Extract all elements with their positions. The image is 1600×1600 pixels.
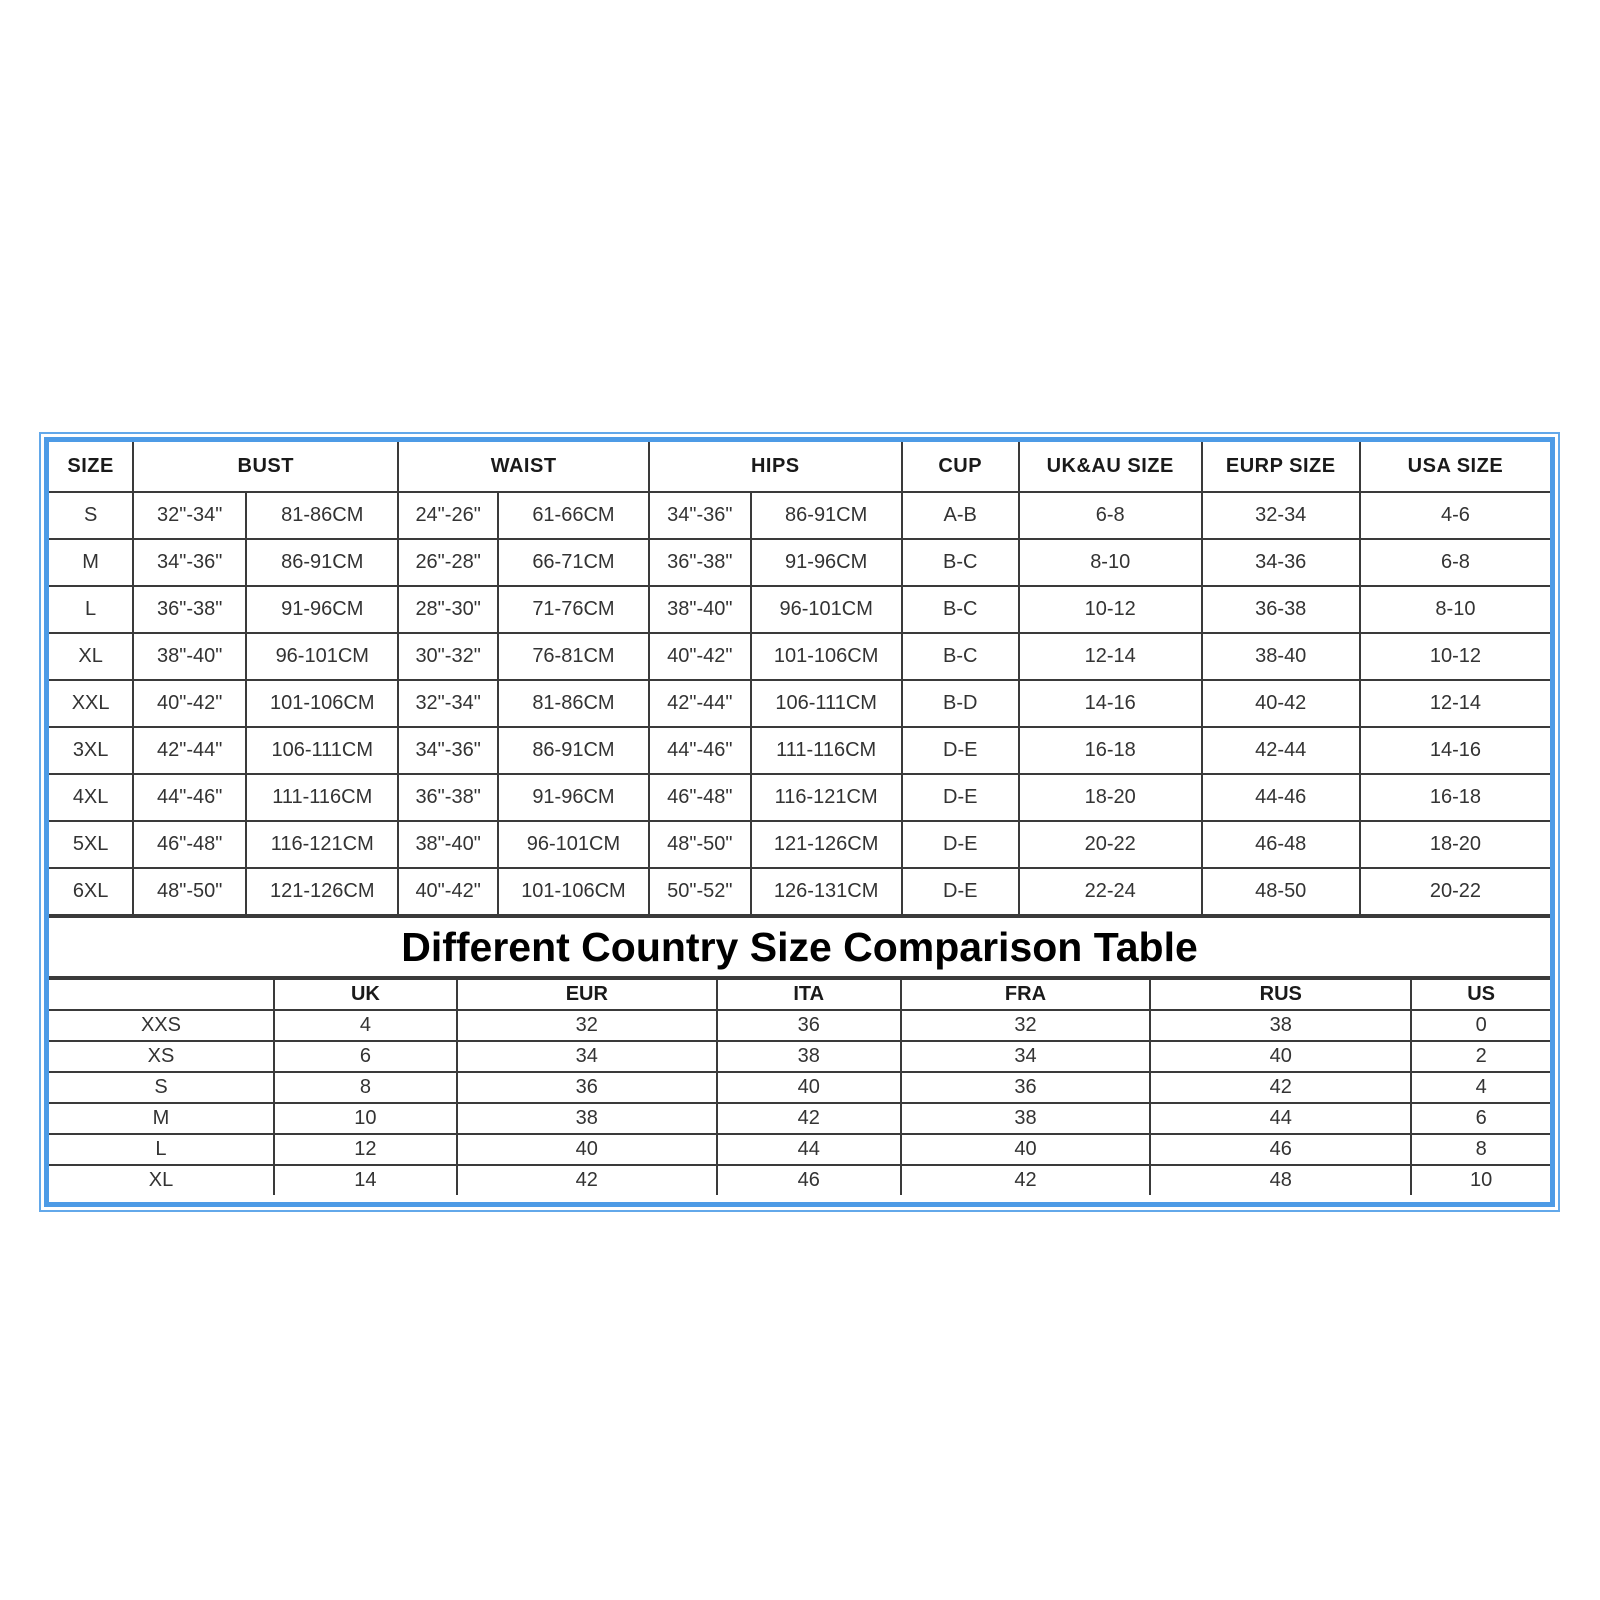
cell-eurp: 34-36 bbox=[1202, 539, 1360, 586]
cell-eur: 32 bbox=[457, 1010, 717, 1041]
cell-bust-in: 40"-42" bbox=[133, 680, 246, 727]
cell-usa: 18-20 bbox=[1360, 821, 1550, 868]
cell-uk-au: 20-22 bbox=[1019, 821, 1202, 868]
cell-label: XL bbox=[49, 1165, 274, 1195]
cell-uk: 6 bbox=[274, 1041, 457, 1072]
cell-cup: D-E bbox=[902, 727, 1019, 774]
country-size-comparison-table bbox=[49, 978, 1550, 1195]
table-row bbox=[49, 680, 1550, 727]
cell-bust-cm: 111-116CM bbox=[246, 774, 398, 821]
cell-uk: 10 bbox=[274, 1103, 457, 1134]
header-eurp-size: EURP SIZE bbox=[1202, 442, 1360, 492]
cell-bust-in: 32"-34" bbox=[133, 492, 246, 539]
cell-fra: 34 bbox=[901, 1041, 1151, 1072]
cell-waist-in: 28"-30" bbox=[398, 586, 498, 633]
size-chart-outer-frame bbox=[39, 432, 1560, 1212]
cell-hips-cm: 91-96CM bbox=[751, 539, 902, 586]
cell-usa: 4-6 bbox=[1360, 492, 1550, 539]
table-row bbox=[49, 1072, 1550, 1103]
cell-bust-cm: 96-101CM bbox=[246, 633, 398, 680]
cell-bust-in: 44"-46" bbox=[133, 774, 246, 821]
cell-bust-cm: 81-86CM bbox=[246, 492, 398, 539]
table-row bbox=[49, 633, 1550, 680]
cell-waist-in: 32"-34" bbox=[398, 680, 498, 727]
cell-cup: B-C bbox=[902, 633, 1019, 680]
cell-size: 3XL bbox=[49, 727, 133, 774]
cell-waist-in: 36"-38" bbox=[398, 774, 498, 821]
table-row bbox=[49, 1010, 1550, 1041]
cell-eurp: 46-48 bbox=[1202, 821, 1360, 868]
cell-ita: 44 bbox=[717, 1134, 901, 1165]
cell-fra: 40 bbox=[901, 1134, 1151, 1165]
header-size: SIZE bbox=[49, 442, 133, 492]
cell-hips-in: 46"-48" bbox=[649, 774, 751, 821]
cell-label: M bbox=[49, 1103, 274, 1134]
comparison-title: Different Country Size Comparison Table bbox=[49, 917, 1550, 977]
cell-cup: B-D bbox=[902, 680, 1019, 727]
size-chart-frame bbox=[44, 437, 1555, 1207]
cell-hips-in: 50"-52" bbox=[649, 868, 751, 915]
cell-uk-au: 18-20 bbox=[1019, 774, 1202, 821]
table-row bbox=[49, 1103, 1550, 1134]
cell-usa: 14-16 bbox=[1360, 727, 1550, 774]
header-eur: EUR bbox=[457, 979, 717, 1010]
cell-usa: 16-18 bbox=[1360, 774, 1550, 821]
table-row bbox=[49, 868, 1550, 915]
header-rus: RUS bbox=[1150, 979, 1411, 1010]
cell-bust-cm: 116-121CM bbox=[246, 821, 398, 868]
header-uk: UK bbox=[274, 979, 457, 1010]
cell-fra: 42 bbox=[901, 1165, 1151, 1195]
cell-label: XXS bbox=[49, 1010, 274, 1041]
comparison-header-row bbox=[49, 979, 1550, 1010]
cell-size: 6XL bbox=[49, 868, 133, 915]
cell-rus: 38 bbox=[1150, 1010, 1411, 1041]
cell-us: 4 bbox=[1411, 1072, 1550, 1103]
cell-cup: D-E bbox=[902, 774, 1019, 821]
cell-bust-cm: 91-96CM bbox=[246, 586, 398, 633]
cell-eur: 42 bbox=[457, 1165, 717, 1195]
cell-us: 2 bbox=[1411, 1041, 1550, 1072]
cell-waist-cm: 86-91CM bbox=[498, 727, 649, 774]
cell-usa: 6-8 bbox=[1360, 539, 1550, 586]
cell-hips-in: 48"-50" bbox=[649, 821, 751, 868]
header-usa-size: USA SIZE bbox=[1360, 442, 1550, 492]
cell-size: S bbox=[49, 492, 133, 539]
header-bust: BUST bbox=[133, 442, 398, 492]
cell-uk: 8 bbox=[274, 1072, 457, 1103]
comparison-title-block bbox=[49, 916, 1550, 978]
cell-hips-in: 34"-36" bbox=[649, 492, 751, 539]
cell-waist-in: 26"-28" bbox=[398, 539, 498, 586]
cell-eurp: 48-50 bbox=[1202, 868, 1360, 915]
cell-waist-cm: 96-101CM bbox=[498, 821, 649, 868]
cell-waist-in: 24"-26" bbox=[398, 492, 498, 539]
cell-eur: 40 bbox=[457, 1134, 717, 1165]
cell-size: XXL bbox=[49, 680, 133, 727]
header-hips: HIPS bbox=[649, 442, 902, 492]
table-row bbox=[49, 586, 1550, 633]
cell-bust-cm: 101-106CM bbox=[246, 680, 398, 727]
cell-bust-cm: 106-111CM bbox=[246, 727, 398, 774]
cell-rus: 42 bbox=[1150, 1072, 1411, 1103]
cell-waist-cm: 61-66CM bbox=[498, 492, 649, 539]
cell-waist-cm: 91-96CM bbox=[498, 774, 649, 821]
cell-us: 8 bbox=[1411, 1134, 1550, 1165]
cell-rus: 40 bbox=[1150, 1041, 1411, 1072]
cell-waist-cm: 71-76CM bbox=[498, 586, 649, 633]
cell-eur: 38 bbox=[457, 1103, 717, 1134]
cell-uk: 14 bbox=[274, 1165, 457, 1195]
cell-fra: 36 bbox=[901, 1072, 1151, 1103]
cell-fra: 32 bbox=[901, 1010, 1151, 1041]
cell-ita: 38 bbox=[717, 1041, 901, 1072]
cell-label: L bbox=[49, 1134, 274, 1165]
cell-waist-in: 40"-42" bbox=[398, 868, 498, 915]
header-fra: FRA bbox=[901, 979, 1151, 1010]
header-uk-au-size: UK&AU SIZE bbox=[1019, 442, 1202, 492]
cell-uk-au: 6-8 bbox=[1019, 492, 1202, 539]
header-us: US bbox=[1411, 979, 1550, 1010]
table-row bbox=[49, 821, 1550, 868]
cell-size: 4XL bbox=[49, 774, 133, 821]
cell-cup: D-E bbox=[902, 868, 1019, 915]
cell-eurp: 40-42 bbox=[1202, 680, 1360, 727]
cell-waist-cm: 76-81CM bbox=[498, 633, 649, 680]
cell-ita: 46 bbox=[717, 1165, 901, 1195]
cell-eurp: 36-38 bbox=[1202, 586, 1360, 633]
cell-size: 5XL bbox=[49, 821, 133, 868]
cell-eurp: 42-44 bbox=[1202, 727, 1360, 774]
cell-usa: 10-12 bbox=[1360, 633, 1550, 680]
table-row bbox=[49, 1165, 1550, 1195]
cell-hips-cm: 126-131CM bbox=[751, 868, 902, 915]
cell-waist-cm: 81-86CM bbox=[498, 680, 649, 727]
cell-hips-in: 40"-42" bbox=[649, 633, 751, 680]
cell-hips-cm: 121-126CM bbox=[751, 821, 902, 868]
cell-hips-cm: 106-111CM bbox=[751, 680, 902, 727]
cell-cup: B-C bbox=[902, 539, 1019, 586]
cell-hips-cm: 101-106CM bbox=[751, 633, 902, 680]
cell-bust-in: 48"-50" bbox=[133, 868, 246, 915]
cell-eurp: 38-40 bbox=[1202, 633, 1360, 680]
cell-eur: 36 bbox=[457, 1072, 717, 1103]
cell-bust-in: 34"-36" bbox=[133, 539, 246, 586]
header-ita: ITA bbox=[717, 979, 901, 1010]
cell-us: 6 bbox=[1411, 1103, 1550, 1134]
cell-uk-au: 16-18 bbox=[1019, 727, 1202, 774]
cell-ita: 36 bbox=[717, 1010, 901, 1041]
cell-bust-in: 36"-38" bbox=[133, 586, 246, 633]
size-table-header-row bbox=[49, 442, 1550, 492]
header-cup: CUP bbox=[902, 442, 1019, 492]
cell-rus: 48 bbox=[1150, 1165, 1411, 1195]
cell-ita: 40 bbox=[717, 1072, 901, 1103]
cell-uk-au: 8-10 bbox=[1019, 539, 1202, 586]
cell-cup: B-C bbox=[902, 586, 1019, 633]
table-row bbox=[49, 727, 1550, 774]
cell-bust-in: 46"-48" bbox=[133, 821, 246, 868]
cell-hips-in: 38"-40" bbox=[649, 586, 751, 633]
cell-size: XL bbox=[49, 633, 133, 680]
cell-eurp: 32-34 bbox=[1202, 492, 1360, 539]
table-row bbox=[49, 1041, 1550, 1072]
table-row bbox=[49, 492, 1550, 539]
cell-uk-au: 10-12 bbox=[1019, 586, 1202, 633]
cell-hips-in: 42"-44" bbox=[649, 680, 751, 727]
cell-hips-in: 44"-46" bbox=[649, 727, 751, 774]
cell-eurp: 44-46 bbox=[1202, 774, 1360, 821]
cell-waist-in: 38"-40" bbox=[398, 821, 498, 868]
cell-bust-in: 42"-44" bbox=[133, 727, 246, 774]
cell-uk-au: 22-24 bbox=[1019, 868, 1202, 915]
cell-rus: 44 bbox=[1150, 1103, 1411, 1134]
cell-rus: 46 bbox=[1150, 1134, 1411, 1165]
cell-ita: 42 bbox=[717, 1103, 901, 1134]
cell-cup: D-E bbox=[902, 821, 1019, 868]
cell-label: XS bbox=[49, 1041, 274, 1072]
cell-cup: A-B bbox=[902, 492, 1019, 539]
cell-us: 0 bbox=[1411, 1010, 1550, 1041]
cell-waist-cm: 66-71CM bbox=[498, 539, 649, 586]
cell-fra: 38 bbox=[901, 1103, 1151, 1134]
cell-waist-in: 30"-32" bbox=[398, 633, 498, 680]
cell-size: L bbox=[49, 586, 133, 633]
cell-uk-au: 12-14 bbox=[1019, 633, 1202, 680]
cell-waist-in: 34"-36" bbox=[398, 727, 498, 774]
cell-usa: 20-22 bbox=[1360, 868, 1550, 915]
cell-bust-cm: 86-91CM bbox=[246, 539, 398, 586]
table-row bbox=[49, 539, 1550, 586]
cell-eur: 34 bbox=[457, 1041, 717, 1072]
cell-usa: 12-14 bbox=[1360, 680, 1550, 727]
cell-hips-cm: 86-91CM bbox=[751, 492, 902, 539]
cell-usa: 8-10 bbox=[1360, 586, 1550, 633]
cell-uk: 12 bbox=[274, 1134, 457, 1165]
cell-bust-cm: 121-126CM bbox=[246, 868, 398, 915]
table-row bbox=[49, 1134, 1550, 1165]
cell-hips-cm: 116-121CM bbox=[751, 774, 902, 821]
cell-bust-in: 38"-40" bbox=[133, 633, 246, 680]
size-measurement-table bbox=[49, 442, 1550, 916]
cell-uk-au: 14-16 bbox=[1019, 680, 1202, 727]
cell-us: 10 bbox=[1411, 1165, 1550, 1195]
header-blank bbox=[49, 979, 274, 1010]
cell-hips-cm: 96-101CM bbox=[751, 586, 902, 633]
cell-uk: 4 bbox=[274, 1010, 457, 1041]
header-waist: WAIST bbox=[398, 442, 649, 492]
cell-hips-cm: 111-116CM bbox=[751, 727, 902, 774]
cell-waist-cm: 101-106CM bbox=[498, 868, 649, 915]
cell-hips-in: 36"-38" bbox=[649, 539, 751, 586]
cell-label: S bbox=[49, 1072, 274, 1103]
table-row bbox=[49, 774, 1550, 821]
cell-size: M bbox=[49, 539, 133, 586]
